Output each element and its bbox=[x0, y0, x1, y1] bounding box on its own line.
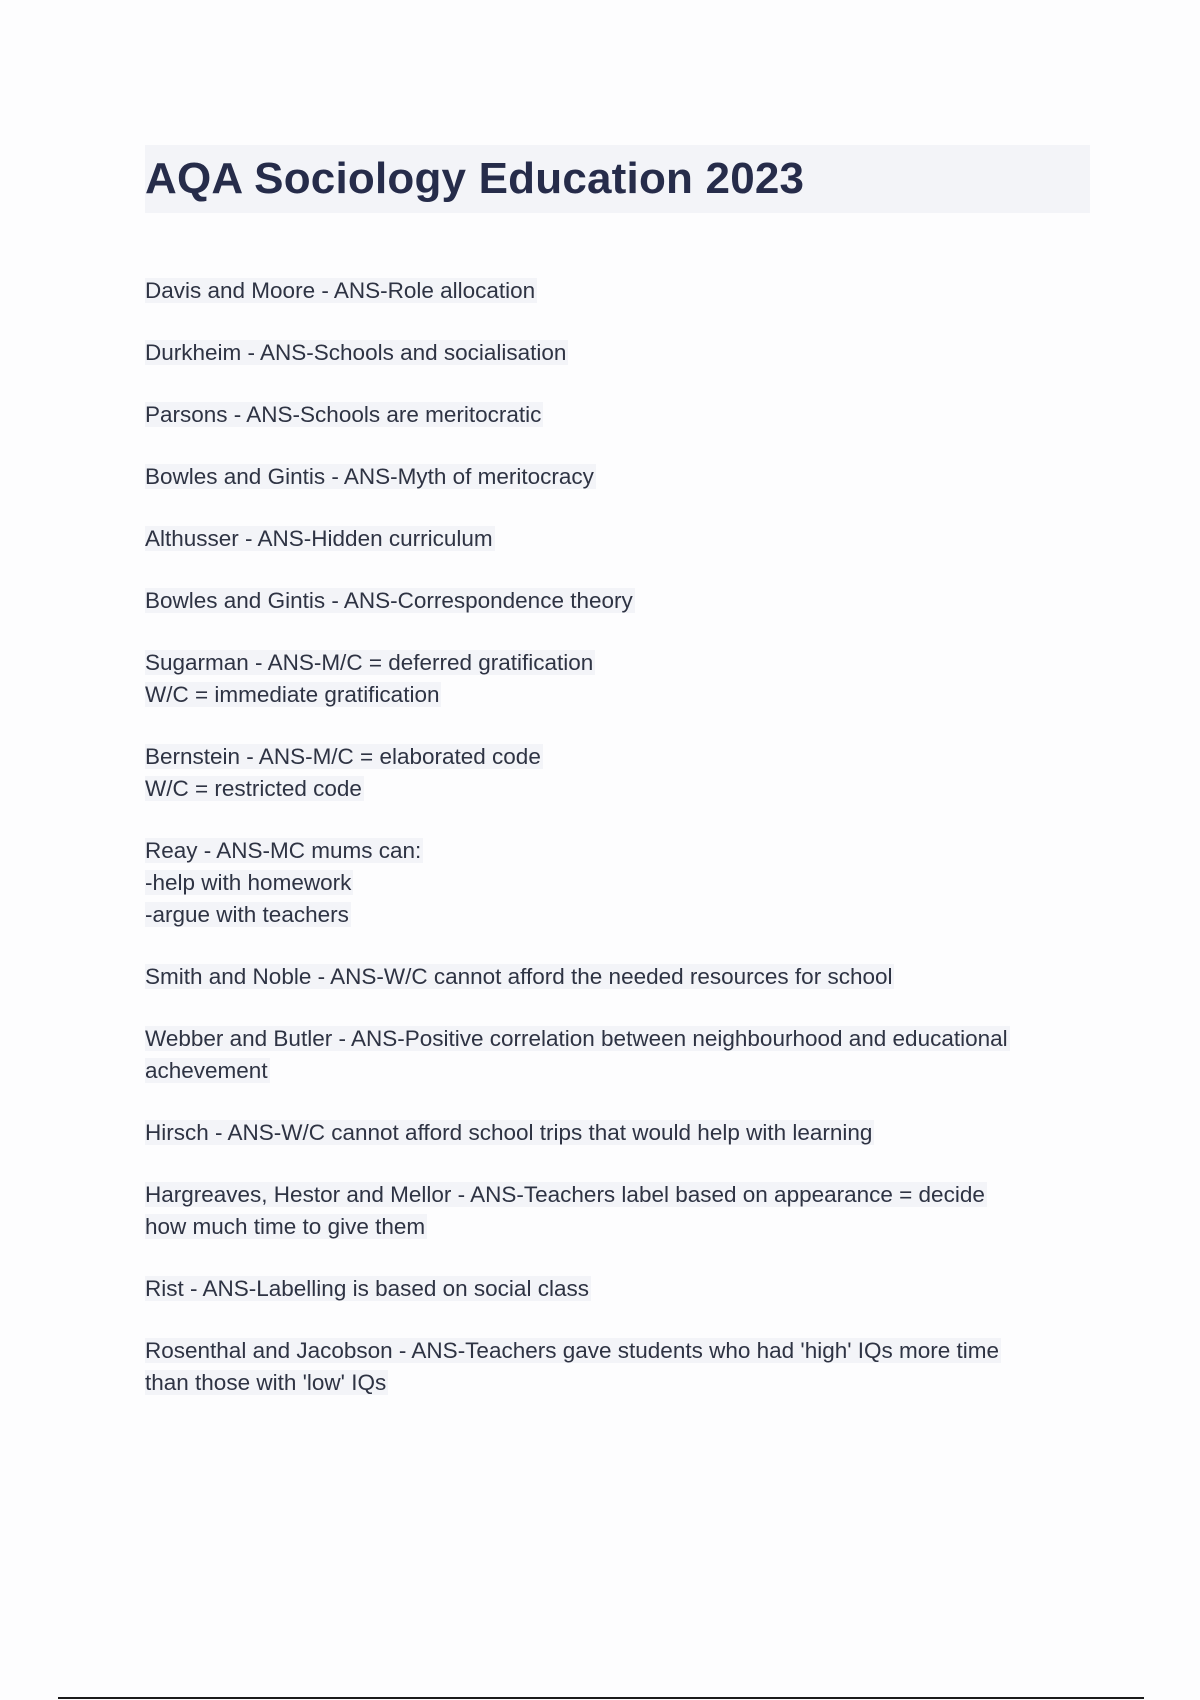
entry-line bbox=[145, 523, 1090, 555]
flashcard-entry bbox=[145, 523, 1090, 555]
entry-text: Bowles and Gintis - ANS-Myth of meritocracy bbox=[145, 464, 594, 489]
entry-line bbox=[145, 461, 1090, 493]
entry-text: W/C = restricted code bbox=[145, 776, 362, 801]
title-block bbox=[145, 145, 1090, 213]
entry-text: Hargreaves, Hestor and Mellor - ANS-Teachers label based on appearance = decide bbox=[145, 1182, 985, 1207]
entry-line bbox=[145, 1211, 1090, 1243]
entry-text: achevement bbox=[145, 1058, 268, 1083]
entry-line bbox=[145, 1117, 1090, 1149]
entry-text: Althusser - ANS-Hidden curriculum bbox=[145, 526, 493, 551]
flashcard-entry bbox=[145, 741, 1090, 805]
entry-line bbox=[145, 585, 1090, 617]
entry-line bbox=[145, 647, 1090, 679]
entry-text: -help with homework bbox=[145, 870, 352, 895]
entry-text: Parsons - ANS-Schools are meritocratic bbox=[145, 402, 542, 427]
entry-line bbox=[145, 1273, 1090, 1305]
flashcard-entry bbox=[145, 585, 1090, 617]
entry-text: how much time to give them bbox=[145, 1214, 426, 1239]
entry-line bbox=[145, 1335, 1090, 1367]
entry-text: Webber and Butler - ANS-Positive correlation between neighbourhood and educational bbox=[145, 1026, 1008, 1051]
entry-line bbox=[145, 337, 1090, 369]
flashcard-entry bbox=[145, 1023, 1090, 1087]
entry-line bbox=[145, 399, 1090, 431]
entry-line bbox=[145, 867, 1090, 899]
flashcard-entry bbox=[145, 461, 1090, 493]
entry-text: Hirsch - ANS-W/C cannot afford school trips that would help with learning bbox=[145, 1120, 873, 1145]
flashcard-list bbox=[145, 275, 1090, 1429]
entry-text: Rist - ANS-Labelling is based on social class bbox=[145, 1276, 589, 1301]
flashcard-entry bbox=[145, 1179, 1090, 1243]
entry-text: Davis and Moore - ANS-Role allocation bbox=[145, 278, 536, 303]
entry-text: Rosenthal and Jacobson - ANS-Teachers gave students who had 'high' IQs more time bbox=[145, 1338, 1000, 1363]
entry-line bbox=[145, 1055, 1090, 1087]
entry-text: -argue with teachers bbox=[145, 902, 349, 927]
page-bottom-divider bbox=[58, 1697, 1144, 1699]
entry-text: Sugarman - ANS-M/C = deferred gratification bbox=[145, 650, 594, 675]
entry-line bbox=[145, 1179, 1090, 1211]
entry-line bbox=[145, 741, 1090, 773]
entry-line bbox=[145, 899, 1090, 931]
entry-text: W/C = immediate gratification bbox=[145, 682, 440, 707]
flashcard-entry bbox=[145, 835, 1090, 931]
flashcard-entry bbox=[145, 1117, 1090, 1149]
entry-text: Bernstein - ANS-M/C = elaborated code bbox=[145, 744, 541, 769]
entry-text: Durkheim - ANS-Schools and socialisation bbox=[145, 340, 567, 365]
entry-line bbox=[145, 961, 1090, 993]
flashcard-entry bbox=[145, 275, 1090, 307]
entry-line bbox=[145, 679, 1090, 711]
flashcard-entry bbox=[145, 1335, 1090, 1399]
entry-line bbox=[145, 1023, 1090, 1055]
flashcard-entry bbox=[145, 1273, 1090, 1305]
entry-line bbox=[145, 275, 1090, 307]
flashcard-entry bbox=[145, 647, 1090, 711]
flashcard-entry bbox=[145, 337, 1090, 369]
entry-text: Smith and Noble - ANS-W/C cannot afford the needed resources for school bbox=[145, 964, 893, 989]
flashcard-entry bbox=[145, 961, 1090, 993]
entry-text: than those with 'low' IQs bbox=[145, 1370, 387, 1395]
flashcard-entry bbox=[145, 399, 1090, 431]
entry-line bbox=[145, 835, 1090, 867]
page-title: AQA Sociology Education 2023 bbox=[145, 154, 805, 203]
entry-text: Bowles and Gintis - ANS-Correspondence theory bbox=[145, 588, 633, 613]
entry-line bbox=[145, 773, 1090, 805]
entry-line bbox=[145, 1367, 1090, 1399]
entry-text: Reay - ANS-MC mums can: bbox=[145, 838, 422, 863]
